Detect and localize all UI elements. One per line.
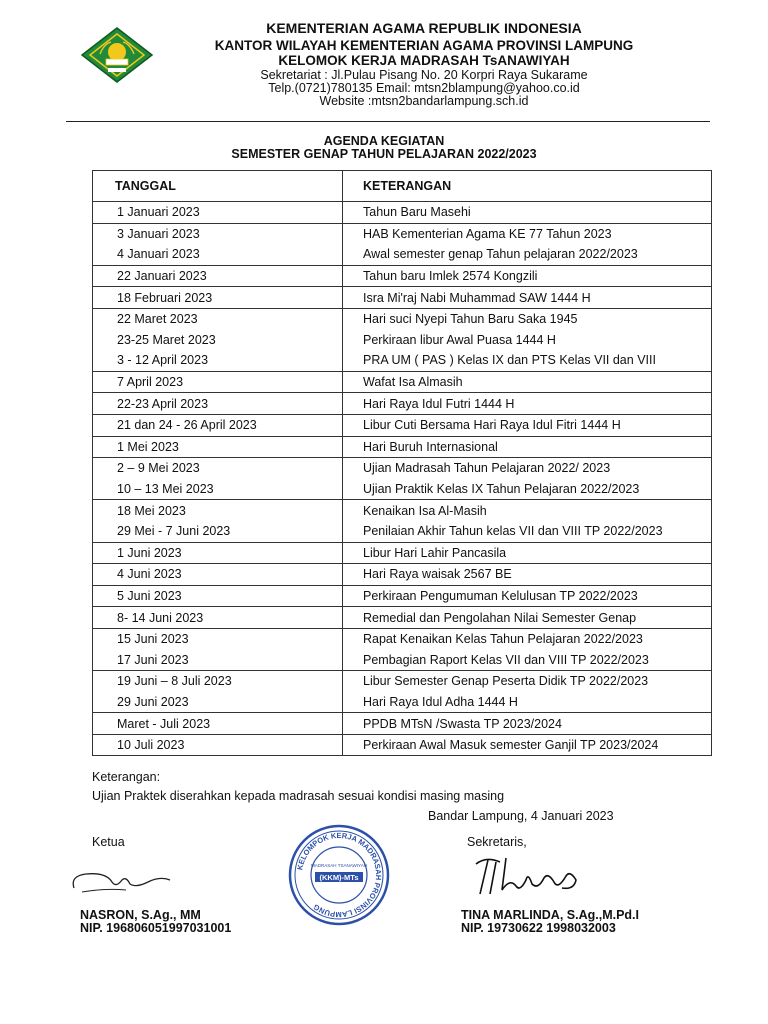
header-group: KELOMOK KERJA MADRASAH TsANAWIYAH [278,53,570,68]
cell-tanggal: 3 - 12 April 2023 [93,350,343,371]
notes-text: Ujian Praktek diserahkan kepada madrasah sesuai kondisi masing masing [92,789,505,803]
cell-keterangan: PRA UM ( PAS ) Kelas IX dan PTS Kelas VII dan VIII [343,350,712,371]
table-row [93,734,712,756]
cell-tanggal: 22 Maret 2023 [93,308,343,329]
cell-tanggal: 22 Januari 2023 [93,265,343,287]
table-row [93,585,712,607]
chair-name: NASRON, S.Ag., MM [80,908,201,922]
cell-keterangan: Libur Cuti Bersama Hari Raya Idul Fitri 1444 H [343,414,712,436]
table-row [93,628,712,649]
cell-keterangan: PPDB MTsN /Swasta TP 2023/2024 [343,713,712,735]
cell-tanggal: 29 Mei - 7 Juni 2023 [93,521,343,542]
cell-keterangan: Ujian Praktik Kelas IX Tahun Pelajaran 2022/2023 [343,479,712,500]
cell-tanggal: 8- 14 Juni 2023 [93,607,343,629]
table-row [93,436,712,458]
cell-tanggal: 21 dan 24 - 26 April 2023 [93,414,343,436]
table-row [93,671,712,692]
table-row [93,287,712,309]
table-row [93,350,712,371]
table-row [93,607,712,629]
cell-tanggal: 15 Juni 2023 [93,628,343,649]
table-row [93,244,712,265]
organization-stamp-icon [287,823,391,927]
chair-nip: NIP. 196806051997031001 [80,921,232,935]
cell-tanggal: 1 Januari 2023 [93,202,343,224]
table-row [93,479,712,500]
cell-keterangan: Hari suci Nyepi Tahun Baru Saka 1945 [343,308,712,329]
cell-tanggal: 4 Januari 2023 [93,244,343,265]
cell-tanggal: 7 April 2023 [93,371,343,393]
cell-tanggal: 19 Juni – 8 Juli 2023 [93,671,343,692]
cell-keterangan: Perkiraan libur Awal Puasa 1444 H [343,330,712,351]
document-title: AGENDA KEGIATAN [323,134,445,148]
cell-keterangan: Rapat Kenaikan Kelas Tahun Pelajaran 2022/2023 [343,628,712,649]
table-row [93,521,712,542]
cell-keterangan: Kenaikan Isa Al-Masih [343,500,712,521]
header-ministry: KEMENTERIAN AGAMA REPUBLIK INDONESIA [266,20,582,36]
table-row [93,202,712,224]
cell-tanggal: 3 Januari 2023 [93,223,343,244]
table-row [93,265,712,287]
table-header-row [93,171,712,202]
table-row [93,308,712,329]
table-row [93,500,712,521]
cell-keterangan: HAB Kementerian Agama KE 77 Tahun 2023 [343,223,712,244]
agenda-table [92,170,712,756]
cell-keterangan: Awal semester genap Tahun pelajaran 2022/2023 [343,244,712,265]
table-row [93,713,712,735]
cell-tanggal: 2 – 9 Mei 2023 [93,458,343,479]
stamp-ring-text: KELOMPOK KERJA MADRASAH PROVINSI LAMPUNG [295,830,384,920]
stamp-inner-text: MADRASAH TSANAWIYAH [311,863,367,868]
secretary-signature-icon [466,850,586,900]
cell-keterangan: Remedial dan Pengolahan Nilai Semester Genap [343,607,712,629]
header-office: KANTOR WILAYAH KEMENTERIAN AGAMA PROVINSI LAMPUNG [214,38,634,53]
notes-label: Keterangan: [92,770,161,784]
cell-keterangan: Ujian Madrasah Tahun Pelajaran 2022/ 2023 [343,458,712,479]
secretary-nip: NIP. 19730622 1998032003 [461,921,616,935]
cell-tanggal: 29 Juni 2023 [93,692,343,713]
agenda-table-body [93,202,712,756]
cell-tanggal: 1 Juni 2023 [93,542,343,564]
table-row [93,649,712,670]
cell-tanggal: 10 – 13 Mei 2023 [93,479,343,500]
table-row [93,542,712,564]
document-subtitle: SEMESTER GENAP TAHUN PELAJARAN 2022/2023 [231,147,537,161]
cell-tanggal: Maret - Juli 2023 [93,713,343,735]
table-row [93,393,712,415]
table-row [93,223,712,244]
cell-tanggal: 1 Mei 2023 [93,436,343,458]
secretary-name: TINA MARLINDA, S.Ag.,M.Pd.I [461,908,639,922]
cell-tanggal: 17 Juni 2023 [93,649,343,670]
role-chair: Ketua [92,835,125,849]
header-address: Sekretariat : Jl.Pulau Pisang No. 20 Korpri Raya Sukarame [260,68,588,82]
role-secretary: Sekretaris, [467,835,527,849]
table-row [93,414,712,436]
cell-keterangan: Tahun Baru Masehi [343,202,712,224]
table-row [93,330,712,351]
cell-tanggal: 5 Juni 2023 [93,585,343,607]
cell-keterangan: Hari Buruh Internasional [343,436,712,458]
table-row [93,371,712,393]
column-header-tanggal: TANGGAL [93,171,343,202]
cell-keterangan: Perkiraan Awal Masuk semester Ganjil TP 2023/2024 [343,734,712,756]
cell-tanggal: 10 Juli 2023 [93,734,343,756]
stamp-center-text: (KKM)-MTs [319,873,359,882]
cell-tanggal: 22-23 April 2023 [93,393,343,415]
cell-tanggal: 4 Juni 2023 [93,564,343,586]
header-divider [66,121,710,122]
table-row [93,692,712,713]
cell-keterangan: Pembagian Raport Kelas VII dan VIII TP 2022/2023 [343,649,712,670]
cell-keterangan: Libur Hari Lahir Pancasila [343,542,712,564]
column-header-keterangan: KETERANGAN [343,171,712,202]
cell-keterangan: Hari Raya waisak 2567 BE [343,564,712,586]
header-contact: Telp.(0721)780135 Email: mtsn2blampung@yahoo.co.id [268,81,580,95]
cell-tanggal: 18 Mei 2023 [93,500,343,521]
place-date: Bandar Lampung, 4 Januari 2023 [428,809,614,823]
cell-keterangan: Penilaian Akhir Tahun kelas VII dan VIII TP 2022/2023 [343,521,712,542]
cell-tanggal: 18 Februari 2023 [93,287,343,309]
header-website: Website :mtsn2bandarlampung.sch.id [319,94,529,108]
table-row [93,458,712,479]
cell-keterangan: Libur Semester Genap Peserta Didik TP 2022/2023 [343,671,712,692]
cell-keterangan: Wafat Isa Almasih [343,371,712,393]
cell-tanggal: 23-25 Maret 2023 [93,330,343,351]
table-row [93,564,712,586]
chair-signature-icon [66,858,176,898]
cell-keterangan: Hari Raya Idul Adha 1444 H [343,692,712,713]
cell-keterangan: Tahun baru Imlek 2574 Kongzili [343,265,712,287]
cell-keterangan: Perkiraan Pengumuman Kelulusan TP 2022/2023 [343,585,712,607]
cell-keterangan: Hari Raya Idul Futri 1444 H [343,393,712,415]
cell-keterangan: Isra Mi'raj Nabi Muhammad SAW 1444 H [343,287,712,309]
